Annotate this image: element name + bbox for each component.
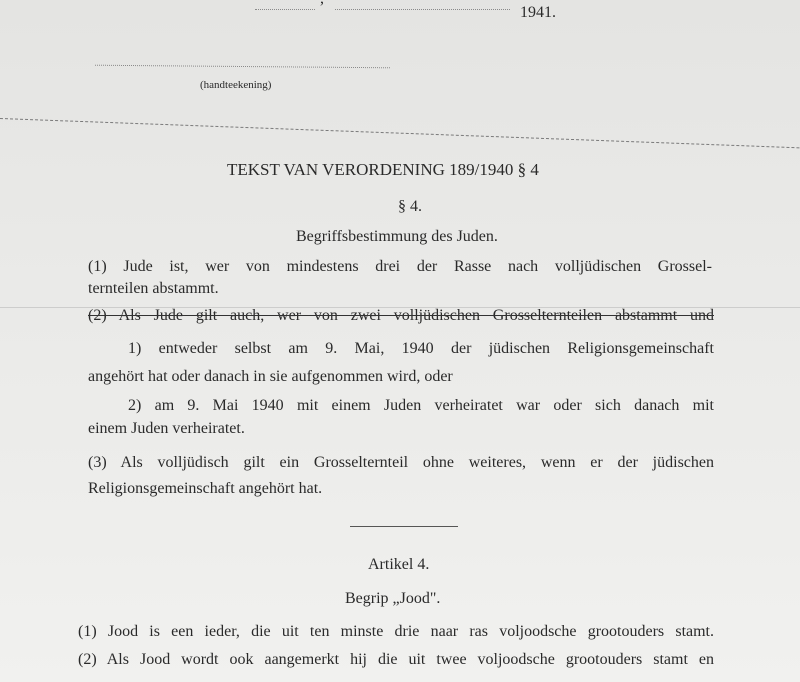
- date-year: 1941.: [520, 4, 556, 21]
- german-paragraph-3-line-1: (3) Als volljüdisch gilt ein Grosselternteil ohne weiteres, wenn er der jüdischen: [88, 454, 714, 471]
- german-heading: Begriffsbestimmung des Juden.: [296, 228, 498, 245]
- german-paragraph-2-1-line-2: angehört hat oder danach in sie aufgenommen wird, oder: [88, 368, 453, 385]
- german-paragraph-2-2-line-1: 2) am 9. Mai 1940 mit einem Juden verheiratet war oder sich danach mit: [128, 397, 714, 414]
- german-paragraph-2: (2) Als Jude gilt auch, wer von zwei volljüdischen Grosselternteilen abstammt und: [88, 307, 714, 324]
- german-paragraph-2-1-line-1: 1) entweder selbst am 9. Mai, 1940 der jüdischen Religionsgemeinschaft: [128, 340, 714, 357]
- signature-line: [95, 65, 390, 69]
- date-comma: [320, 0, 324, 8]
- dutch-article-number: Artikel 4.: [368, 556, 430, 573]
- date-line-left: [255, 9, 315, 10]
- signature-label: (handteekening): [200, 79, 272, 91]
- cut-line: [0, 118, 799, 148]
- german-paragraph-1-line-2: ternteilen abstammt.: [88, 280, 219, 297]
- german-paragraph-1-line-1: (1) Jude ist, wer von mindestens drei der Rasse nach volljüdischen Grossel-: [88, 258, 712, 275]
- german-section-number: § 4.: [398, 198, 422, 215]
- document-title: TEKST VAN VERORDENING 189/1940 § 4: [227, 160, 539, 179]
- german-paragraph-3-line-2: Religionsgemeinschaft angehört hat.: [88, 480, 323, 497]
- section-divider: [350, 526, 458, 527]
- dutch-paragraph-1: (1) Jood is een ieder, die uit ten minste drie naar ras voljoodsche grootouders stamt.: [78, 623, 714, 640]
- german-paragraph-2-2-line-2: einem Juden verheiratet.: [88, 420, 245, 437]
- date-line-right: [335, 9, 510, 10]
- dutch-heading: Begrip „Jood".: [345, 590, 441, 607]
- dutch-paragraph-2: (2) Als Jood wordt ook aangemerkt hij die uit twee voljoodsche grootouders stamt en: [78, 651, 714, 668]
